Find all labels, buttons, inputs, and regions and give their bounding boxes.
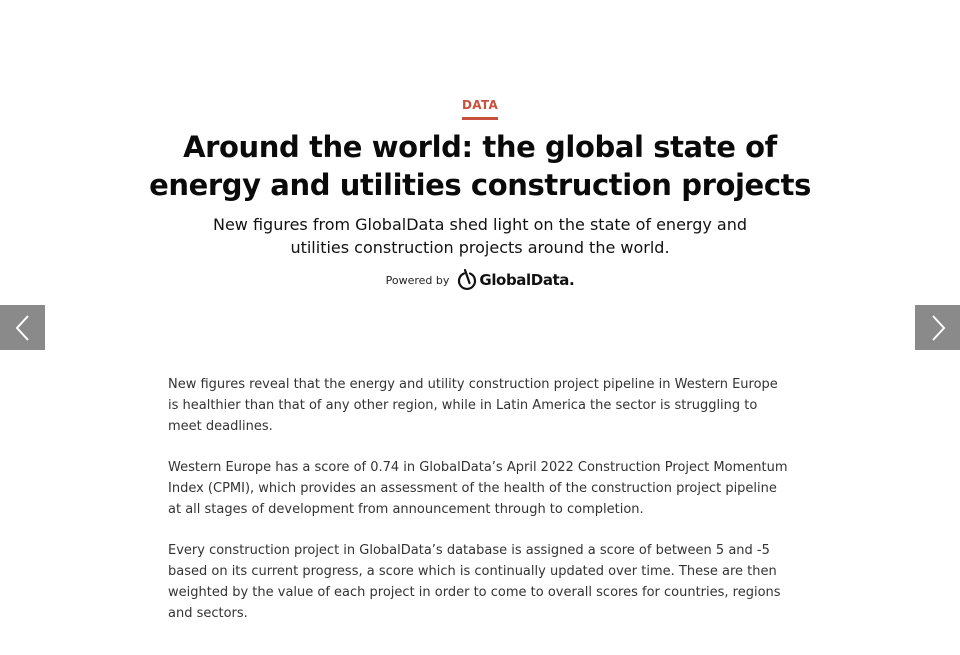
globaldata-logo-icon — [457, 268, 477, 292]
chevron-right-icon — [930, 314, 946, 342]
chevron-left-icon — [15, 314, 31, 342]
article-paragraph: Every construction project in GlobalData’s database is assigned a score of between 5 and -5 based on its current progress, a score which is continually updated over time. These are then weighted by the value of each project in order to come to overall scores for countries, regions and sectors. — [168, 543, 781, 621]
powered-by-label: Powered by — [385, 273, 450, 287]
article-body — [168, 374, 788, 644]
page-title: Around the world: the global state of energy and utilities construction projects — [149, 130, 811, 202]
globaldata-logo[interactable] — [457, 268, 574, 292]
powered-by — [0, 268, 960, 292]
article-paragraph: New figures reveal that the energy and utility construction project pipeline in Western Europe is healthier than that of any other region, while in Latin America the sector is struggling to meet deadlines. — [168, 377, 778, 434]
category-tag-wrapper — [0, 94, 960, 120]
previous-button[interactable] — [0, 305, 45, 350]
globaldata-logo-text: GlobalData. — [479, 271, 575, 289]
next-button[interactable] — [915, 305, 960, 350]
category-tag[interactable]: DATA — [462, 98, 498, 120]
article-paragraph: Western Europe has a score of 0.74 in GlobalData’s April 2022 Construction Project Momentum Index (CPMI), which provides an assessment of the health of the construction project pipeline at all stages of development from announcement through to completion. — [168, 460, 788, 517]
page-subtitle: New figures from GlobalData shed light on the state of energy and utilities construction projects around the world. — [212, 215, 748, 257]
